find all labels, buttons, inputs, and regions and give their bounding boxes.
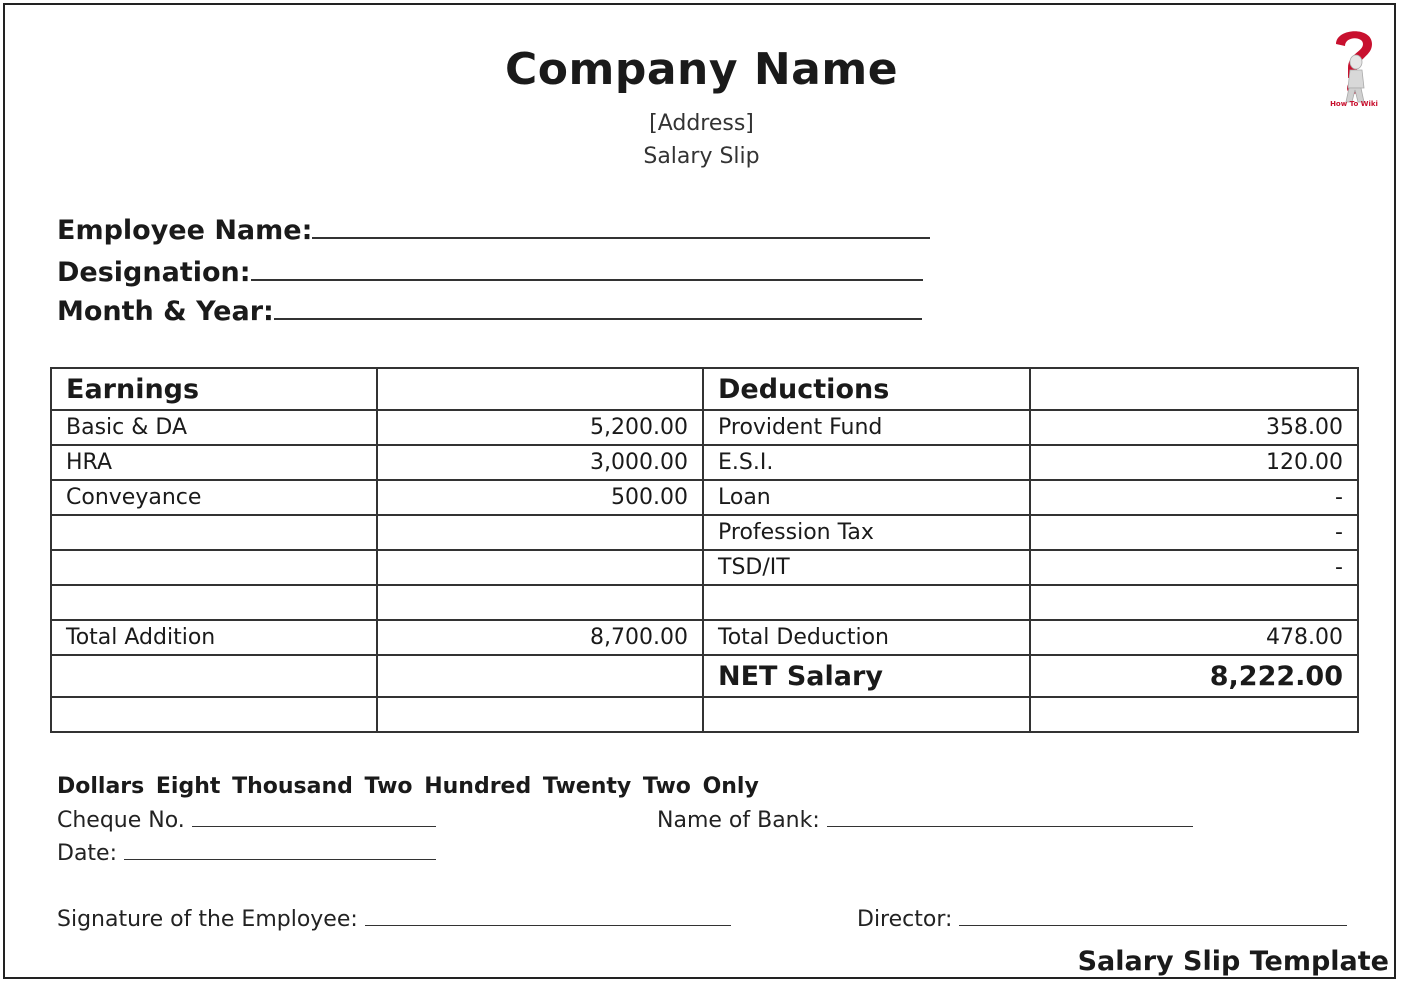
month-year-field bbox=[57, 296, 922, 327]
earning-amount bbox=[377, 515, 703, 550]
date-label: Date: bbox=[57, 841, 117, 866]
earning-amount: 3,000.00 bbox=[377, 445, 703, 480]
table-row bbox=[51, 410, 1358, 445]
amount-in-words: Dollars Eight Thousand Two Hundred Twenty Two Only bbox=[57, 774, 759, 799]
earning-amount bbox=[377, 550, 703, 585]
deduction-label: TSD/IT bbox=[703, 550, 1030, 585]
total-addition-label: Total Addition bbox=[51, 620, 377, 655]
empty-cell bbox=[1030, 697, 1358, 732]
employee-signature-field bbox=[57, 907, 731, 932]
total-deduction-label: Total Deduction bbox=[703, 620, 1030, 655]
table-row bbox=[51, 585, 1358, 620]
footer-title: Salary Slip Template bbox=[1077, 946, 1389, 977]
document-title: Salary Slip bbox=[643, 144, 760, 169]
employee-name-field bbox=[57, 215, 930, 246]
deduction-amount bbox=[1030, 585, 1358, 620]
earning-label bbox=[51, 550, 377, 585]
designation-label: Designation: bbox=[57, 257, 251, 288]
logo-caption: How To Wiki bbox=[1330, 100, 1378, 108]
totals-row bbox=[51, 620, 1358, 655]
total-deduction-amount: 478.00 bbox=[1030, 620, 1358, 655]
deduction-label bbox=[703, 585, 1030, 620]
empty-cell bbox=[377, 697, 703, 732]
earning-amount: 5,200.00 bbox=[377, 410, 703, 445]
net-salary-amount: 8,222.00 bbox=[1030, 655, 1358, 697]
cheque-number-field bbox=[57, 808, 436, 833]
deduction-amount: 358.00 bbox=[1030, 410, 1358, 445]
deduction-amount: - bbox=[1030, 480, 1358, 515]
employee-name-label: Employee Name: bbox=[57, 215, 313, 246]
net-salary-row bbox=[51, 655, 1358, 697]
cheque-number-line bbox=[192, 808, 436, 827]
month-year-line bbox=[274, 296, 922, 320]
question-mark-person-icon bbox=[1326, 22, 1382, 112]
director-signature-line bbox=[959, 907, 1347, 926]
earning-label bbox=[51, 585, 377, 620]
empty-cell bbox=[51, 655, 377, 697]
earning-label: Basic & DA bbox=[51, 410, 377, 445]
total-addition-amount: 8,700.00 bbox=[377, 620, 703, 655]
director-signature-field bbox=[857, 907, 1347, 932]
cheque-number-label: Cheque No. bbox=[57, 808, 185, 833]
date-field bbox=[57, 841, 436, 866]
bank-name-label: Name of Bank: bbox=[657, 808, 820, 833]
employee-name-line bbox=[312, 215, 930, 239]
earning-label: Conveyance bbox=[51, 480, 377, 515]
earning-amount: 500.00 bbox=[377, 480, 703, 515]
deduction-label: E.S.I. bbox=[703, 445, 1030, 480]
bank-name-line bbox=[827, 808, 1193, 827]
designation-line bbox=[251, 257, 923, 281]
earnings-header: Earnings bbox=[51, 368, 377, 410]
table-row bbox=[51, 550, 1358, 585]
bank-name-field bbox=[657, 808, 1193, 833]
table-row bbox=[51, 445, 1358, 480]
deduction-amount: 120.00 bbox=[1030, 445, 1358, 480]
empty-cell bbox=[703, 697, 1030, 732]
date-line bbox=[124, 841, 436, 860]
company-address: [Address] bbox=[649, 111, 754, 136]
earning-amount bbox=[377, 585, 703, 620]
net-salary-label: NET Salary bbox=[703, 655, 1030, 697]
employee-signature-label: Signature of the Employee: bbox=[57, 907, 358, 932]
earning-label bbox=[51, 515, 377, 550]
table-row bbox=[51, 480, 1358, 515]
table-row bbox=[51, 697, 1358, 732]
deduction-label: Profession Tax bbox=[703, 515, 1030, 550]
empty-cell bbox=[1030, 368, 1358, 410]
company-name: Company Name bbox=[504, 44, 899, 95]
deduction-amount: - bbox=[1030, 515, 1358, 550]
deduction-label: Provident Fund bbox=[703, 410, 1030, 445]
director-signature-label: Director: bbox=[857, 907, 953, 932]
empty-cell bbox=[377, 655, 703, 697]
table-header-row bbox=[51, 368, 1358, 410]
table-row bbox=[51, 515, 1358, 550]
earning-label: HRA bbox=[51, 445, 377, 480]
empty-cell bbox=[51, 697, 377, 732]
month-year-label: Month & Year: bbox=[57, 296, 274, 327]
deduction-label: Loan bbox=[703, 480, 1030, 515]
salary-table bbox=[50, 367, 1359, 733]
deduction-amount: - bbox=[1030, 550, 1358, 585]
deductions-header: Deductions bbox=[703, 368, 1030, 410]
employee-signature-line bbox=[365, 907, 731, 926]
empty-cell bbox=[377, 368, 703, 410]
designation-field bbox=[57, 257, 923, 288]
